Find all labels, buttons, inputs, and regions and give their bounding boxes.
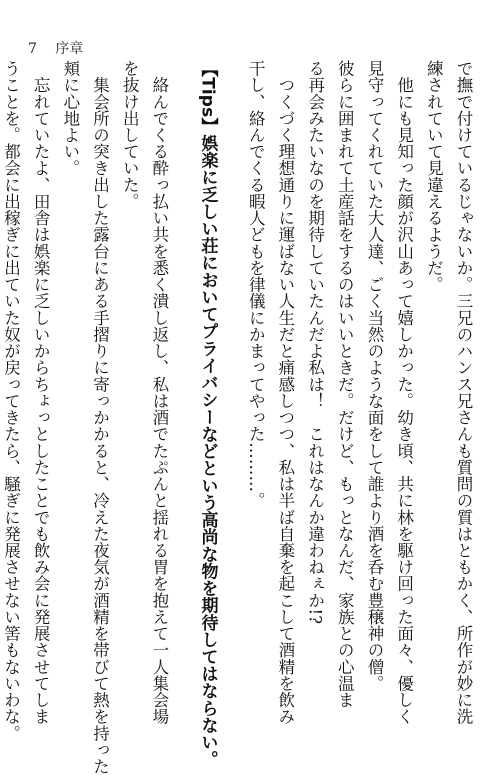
text-line: で撫で付けているじゃないか。三兄のハンス兄さんも質問の質はともかく、所作が妙に洗 bbox=[454, 60, 473, 725]
text-line: 頬に心地よい。 bbox=[60, 60, 80, 177]
vertical-body-text bbox=[0, 60, 478, 775]
text-line: 練されていて見違えるようだ。 bbox=[424, 60, 444, 293]
page-number: 7 bbox=[28, 41, 37, 57]
chapter-title: 序章 bbox=[55, 41, 84, 57]
text-line: 絡んでくる酔っ払い共を悉く潰し返し、私は酒でたぷんと揺れる胃を抱えて一人集会場 bbox=[149, 60, 169, 725]
text-line: る再会みたいなのを期待していたんだよ私は！ これはなんか違わねぇか!? bbox=[305, 60, 325, 625]
text-line: 彼らに囲まれて土産話をするのはいいときだ。だけど、もっとなんだ、家族との心温ま bbox=[335, 60, 355, 709]
page-header bbox=[28, 38, 83, 58]
text-line: 干し、絡んでくる暇人どもを律儀にかまってやった………。 bbox=[246, 60, 266, 509]
text-line: つくづく理想通りに運ばない人生だと痛感しつつ、私は半ば自棄を起こして酒精を飲み bbox=[275, 60, 295, 725]
text-line: 集会所の突き出した露台にある手摺りに寄っかかると、冷えた夜気が酒精を帯びて熱を持った bbox=[90, 60, 110, 775]
tips-heading: 【Tips】娯楽に乏しい荘においてプライバシーなどという高尚な物を期待してはならない。 bbox=[197, 60, 218, 768]
text-line: 忘れていたよ、田舎は娯楽に乏しいからちょっとしたことでも飲み会に発展させてしま bbox=[31, 60, 51, 725]
text-line: 見守ってくれていた大人達、ごく当然のような面をして誰より酒を呑む豊穣神の僧。 bbox=[364, 60, 384, 692]
text-line: 他にも見知った顔が沢山あって嬉しかった。幼き頃、共に林を駆け回った面々、優しく bbox=[394, 60, 414, 725]
text-line: うことを。都会に出稼ぎに出ていた奴が戻ってきたら、騒ぎに発展させない筈もないわな。 bbox=[1, 60, 21, 742]
text-line: を抜け出していた。 bbox=[120, 60, 140, 210]
